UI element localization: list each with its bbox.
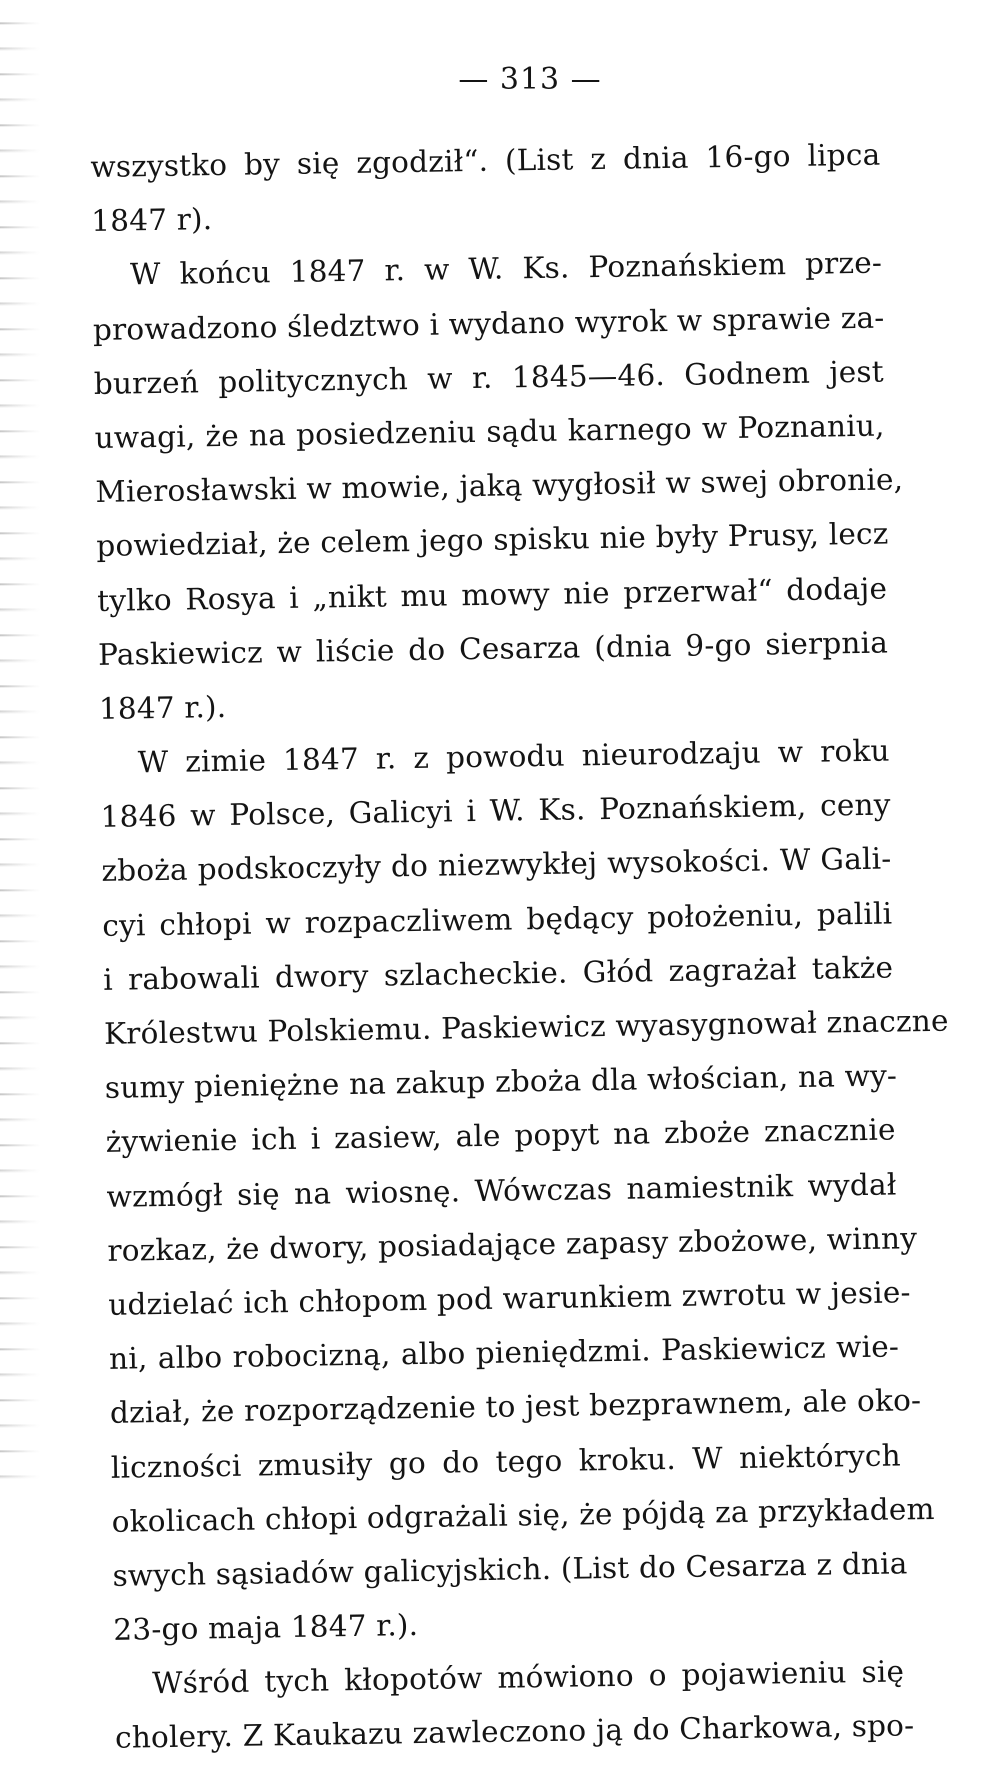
text-line: 1846 w Polsce, Galicyi i W. Ks. Poznańskiem, ceny [100,787,891,835]
text-line: zboża podskoczyły do niezwykłej wysokości. W Gali- [101,841,892,889]
text-line: cyi chłopi w rozpaczliwem będący położeniu, palili [102,896,893,943]
text-line: Paskiewicz w liście do Cesarza (dnia 9-go sierpnia [97,625,889,672]
text-line: prowadzono śledztwo i wydano wyrok w sprawie za- [92,300,885,347]
text-line: wszystko by się zgodził“. (List z dnia 16-go lipca [90,137,881,184]
text-line: wzmógł się na wiosnę. Wówczas namiestnik wydał [106,1167,897,1214]
text-line: okolicach chłopi odgrażali się, że pójdą za przykładem [111,1491,935,1539]
text-line: ni, albo robocizną, albo pieniędzmi. Paskiewicz wie- [108,1329,900,1376]
text-line: powiedział, że celem jego spisku nie były Prusy, lecz [96,516,889,564]
text-line: 23-go maja 1847 r.). [113,1608,419,1647]
text-line: żywienie ich i zasiew, ale popyt na zboże znacznie [105,1112,896,1160]
text-line: liczności zmusiły go do tego kroku. W niektórych [110,1437,902,1485]
text-line: tylko Rosya i „nikt mu mowy nie przerwał“ dodaje [96,571,888,618]
text-line: W zimie 1847 r. z powodu nieurodzaju w roku [137,733,890,780]
text-line: i rabowali dwory szlacheckie. Głód zagrażał także [102,950,894,997]
scan-binding-edge [0,0,40,1496]
text-line: udzielać ich chłopom pod warunkiem zwrotu w jesie- [108,1275,911,1322]
body-text [90,128,949,1765]
text-line: cholery. Z Kaukazu zawleczono ją do Charkowa, spo- [114,1708,915,1756]
text-line: uwagi, że na posiedzeniu sądu karnego w Poznaniu, [94,408,885,455]
text-line: 1847 r.). [98,689,227,726]
text-line: sumy pieniężne na zakup zboża dla włościan, na wy- [104,1058,898,1106]
text-line: burzeń politycznych w r. 1845—46. Godnem jest [93,354,884,401]
text-line: Królestwu Polskiemu. Paskiewicz wyasygnował znaczne [103,1003,949,1051]
text-line: rozkaz, że dwory, posiadające zapasy zbożowe, winny [107,1220,918,1268]
page-number: — 313 — [458,62,602,97]
text-line: Mierosławski w mowie, jaką wygłosił w swej obronie, [95,462,904,510]
text-line: Wśród tych kłopotów mówiono o pojawieniu się [151,1654,905,1701]
text-line: dział, że rozporządzenie to jest bezprawnem, ale oko- [109,1383,922,1431]
text-line: swych sąsiadów galicyjskich. (List do Cesarza z dnia [112,1546,908,1593]
text-line: 1847 r). [91,202,213,239]
text-line: W końcu 1847 r. w W. Ks. Poznańskiem prze- [129,245,883,292]
